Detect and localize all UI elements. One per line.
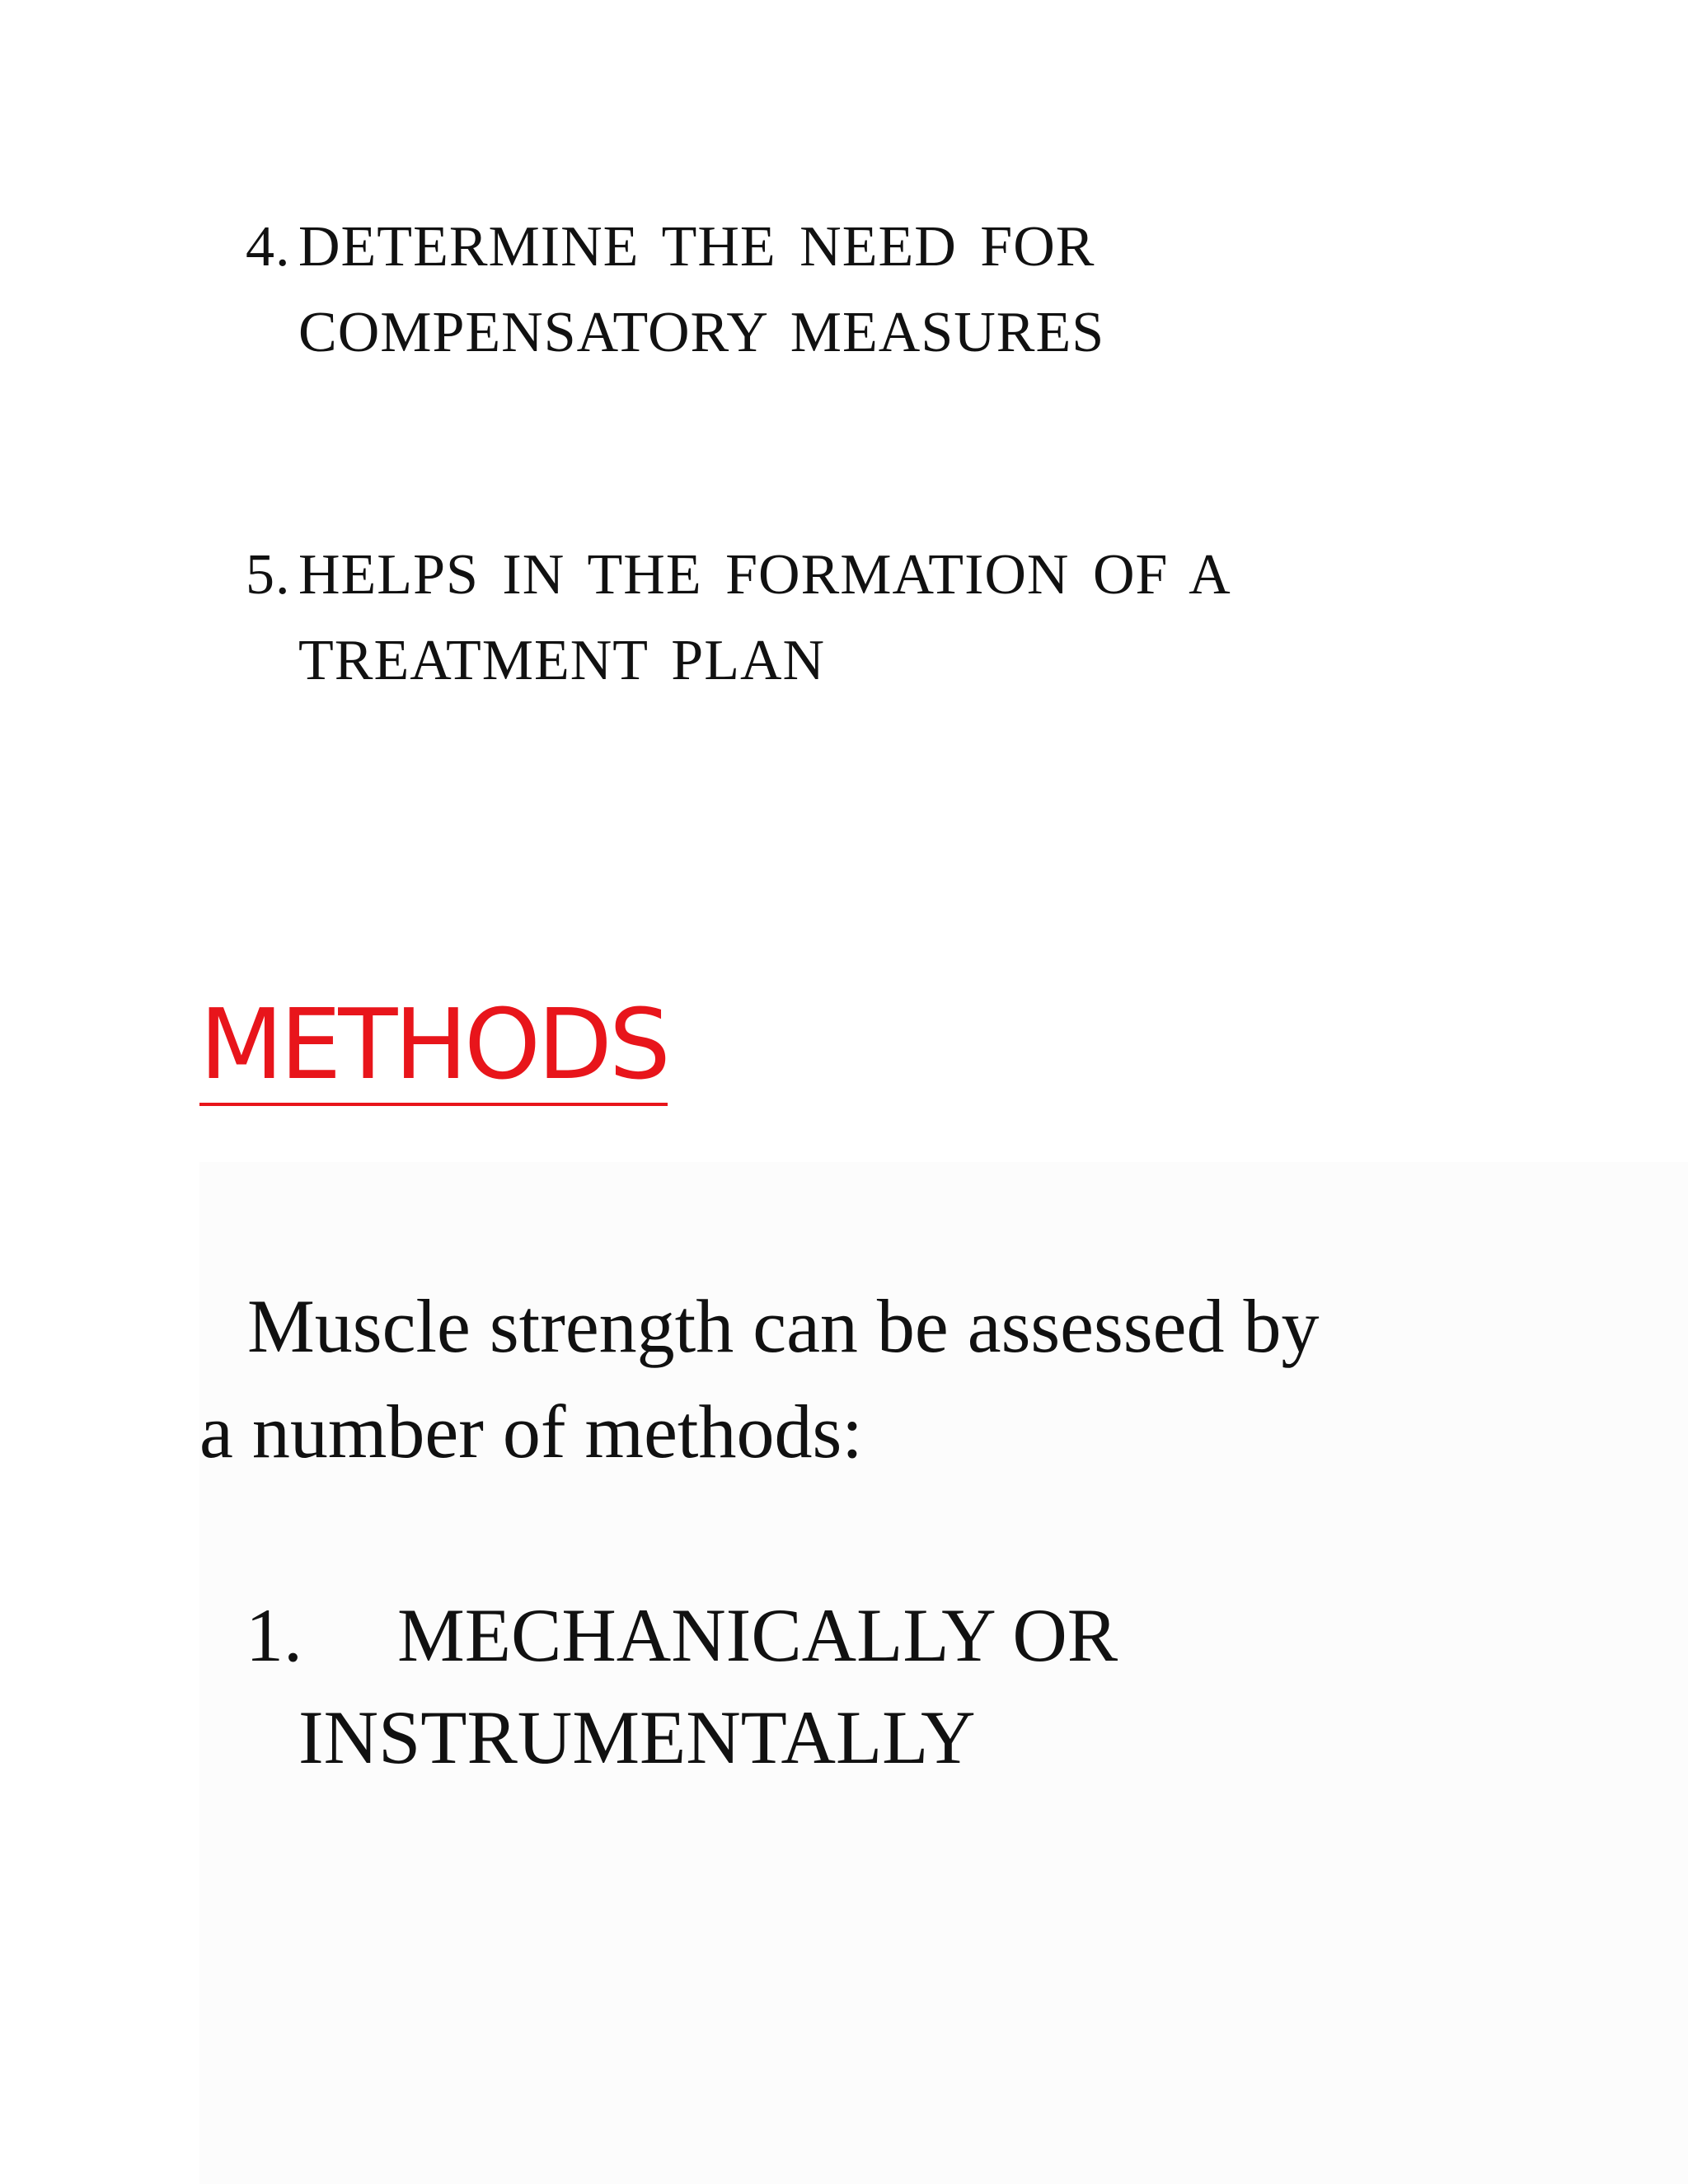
section-heading-methods xyxy=(199,982,668,1106)
list-item-text-line1: HELPS IN THE FORMATION OF A xyxy=(298,543,1231,607)
list-item-5 xyxy=(246,532,1231,704)
list-item-text-line1: MECHANICALLY OR xyxy=(397,1593,1118,1677)
list-item-text-line1: DETERMINE THE NEED FOR xyxy=(298,215,1095,279)
list-number: 5. xyxy=(246,543,291,607)
heading-text: METHODS xyxy=(199,987,668,1106)
list-item-4 xyxy=(246,204,1104,376)
list-item-text-line2: INSTRUMENTALLY xyxy=(298,1695,976,1779)
intro-paragraph xyxy=(199,1273,1319,1484)
paragraph-line2: a number of methods: xyxy=(199,1390,863,1474)
list-item-text-line2: TREATMENT PLAN xyxy=(298,629,826,692)
list-number: 4. xyxy=(246,215,291,279)
paragraph-line1: Muscle strength can be assessed by xyxy=(247,1284,1320,1368)
list-number: 1. xyxy=(246,1593,302,1677)
list-item-text-line2: COMPENSATORY MEASURES xyxy=(298,301,1105,364)
list-item-1 xyxy=(246,1584,1118,1788)
